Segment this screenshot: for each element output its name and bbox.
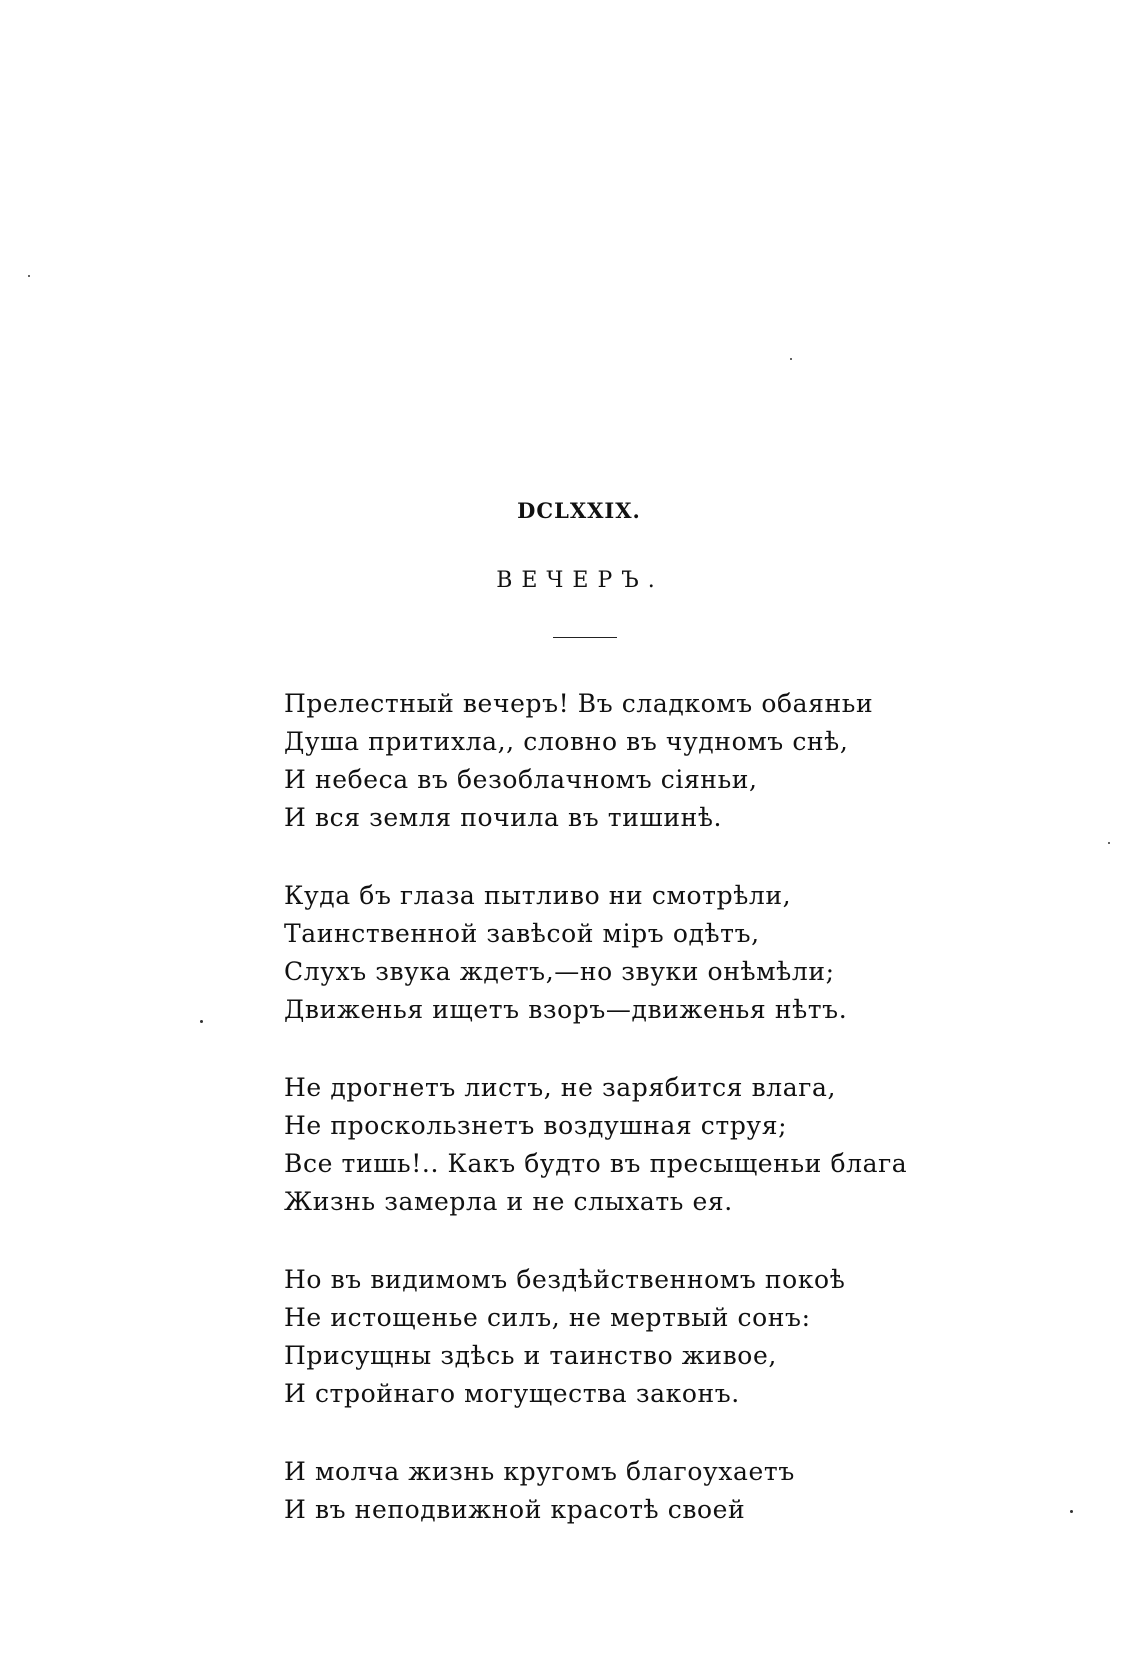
title-divider <box>553 637 617 638</box>
stanza-4 <box>284 1261 924 1413</box>
verse-line: Душа притихла,, словно въ чудномъ снѣ, <box>284 727 849 756</box>
verse-line: Движенья ищетъ взоръ—движенья нѣтъ. <box>284 995 848 1024</box>
verse-line: Жизнь замерла и не слыхать ея. <box>284 1187 733 1216</box>
verse-line: Но въ видимомъ бездѣйственномъ покоѣ <box>284 1265 846 1294</box>
scan-speck <box>1108 842 1110 844</box>
poem-number: DCLXXIX. <box>517 498 641 523</box>
scan-speck <box>28 275 30 277</box>
stanza-3 <box>284 1069 924 1221</box>
stanza-5 <box>284 1453 924 1529</box>
poem-body <box>284 685 924 1569</box>
verse-line: Не проскользнетъ воздушная струя; <box>284 1111 788 1140</box>
scan-speck <box>1070 1510 1073 1513</box>
verse-line: Не истощенье силъ, не мертвый сонъ: <box>284 1303 811 1332</box>
verse-line: И стройнаго могущества законъ. <box>284 1379 740 1408</box>
verse-line: Слухъ звука ждетъ,—но звуки онѣмѣли; <box>284 957 835 986</box>
stanza-1 <box>284 685 924 837</box>
verse-line: Не дрогнетъ листъ, не зарябится влага, <box>284 1073 836 1102</box>
verse-line: И вся земля почила въ тишинѣ. <box>284 803 723 832</box>
verse-line: Все тишь!.. Какъ будто въ пресыщеньи блага <box>284 1149 908 1178</box>
verse-line: Таинственной завѣсой міръ одѣтъ, <box>284 919 760 948</box>
stanza-2 <box>284 877 924 1029</box>
poem-title: ВЕЧЕРЪ. <box>496 568 664 593</box>
verse-line: Куда бъ глаза пытливо ни смотрѣли, <box>284 881 792 910</box>
verse-line: И молча жизнь кругомъ благоухаетъ <box>284 1457 795 1486</box>
scan-speck <box>790 358 792 360</box>
scan-speck <box>200 1020 203 1023</box>
verse-line: Прелестный вечеръ! Въ сладкомъ обаяньи <box>284 689 874 718</box>
verse-line: И небеса въ безоблачномъ сіяньи, <box>284 765 758 794</box>
verse-line: И въ неподвижной красотѣ своей <box>284 1495 746 1524</box>
verse-line: Присущны здѣсь и таинство живое, <box>284 1341 777 1370</box>
